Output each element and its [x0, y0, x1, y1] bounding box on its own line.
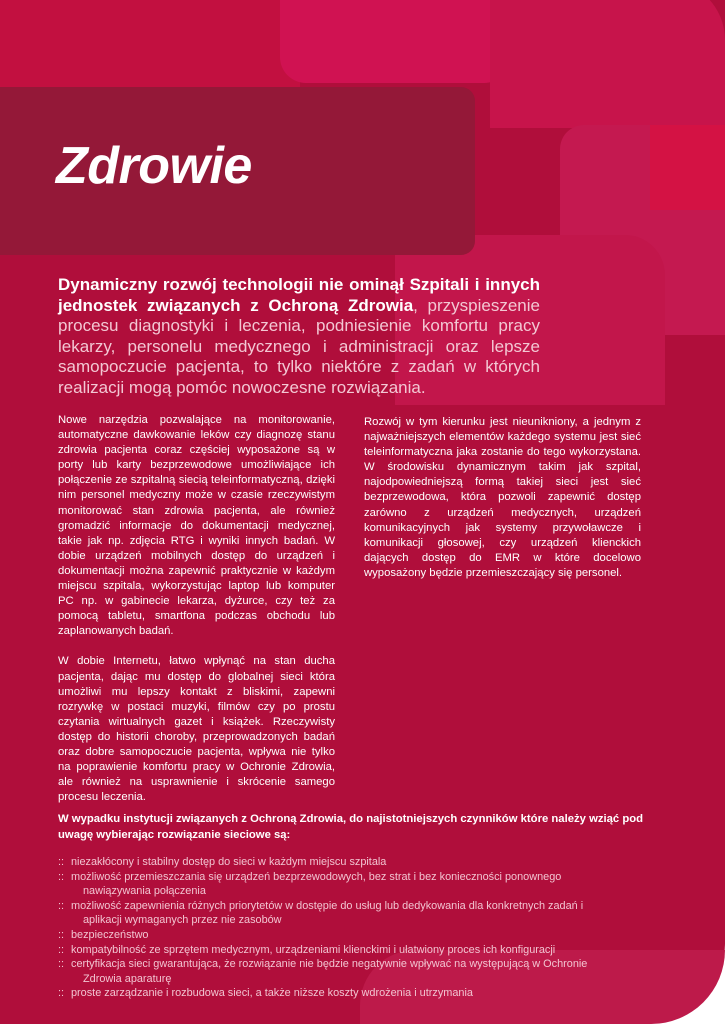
left-column	[58, 413, 335, 820]
list-item-continuation: Zdrowia aparaturę	[83, 972, 172, 985]
list-item	[58, 870, 658, 899]
list-item	[58, 957, 658, 986]
list-item-text: proste zarządzanie i rozbudowa sieci, a także niższe koszty wdrożenia i utrzymania	[71, 987, 473, 1000]
bullet-marker: ::	[58, 987, 65, 1000]
list-item-continuation: nawiązywania połączenia	[83, 885, 206, 898]
list-item	[58, 899, 658, 928]
intro-rest: , przyspieszenie procesu diagnostyki i leczenia, podniesienie komfortu pracy lekarzy, personelu medycznego i administracji oraz lepsze samopoczucie pacjenta, to tylko niektóre z zadań w których realizacji mogą pomóc nowoczesne rozwiązania.	[58, 295, 540, 397]
list-item-text: certyfikacja sieci gwarantująca, że rozwiązanie nie będzie negatywnie wpływać na występującą w Ochronie	[71, 958, 588, 971]
list-item	[58, 986, 658, 1001]
left-paragraph-1: Nowe narzędzia pozwalające na monitorowanie, automatyczne dawkowanie leków czy diagnozę stanu zdrowia pacjenta coraz częściej wyposażone są w porty lub karty bezprzewodowe umożliwiające ich połączenie ze szpitalną siecią teleinformatyczną, dzięki nim personel medyczny może w czasie rzeczywistym monitorować stan zdrowia pacjenta, ale również gromadzić informacje do dokumentacji medycznej, takie jak np. zdjęcia RTG i wyniki innych badań. W dobie urządzeń mobilnych dostęp do urządzeń i dokumentacji można zapewnić praktycznie w każdym miejscu szpitala, wykorzystując laptop lub komputer PC np. w gabinecie lekarza, dyżurce, czy też za pomocą tabletu, smartfona podczas obchodu lub zaplanowanych badań.	[58, 414, 335, 638]
decor-shape-top-mid	[280, 0, 510, 83]
bullet-marker: ::	[58, 899, 65, 912]
list-item-text: możliwość zapewnienia różnych priorytetów w dostępie do usług lub dedykowania dla konkretnych zadań i	[71, 899, 584, 912]
bullet-marker: ::	[58, 870, 65, 883]
list-item-text: bezpieczeństwo	[71, 928, 149, 941]
list-item-text: możliwość przemieszczania się urządzeń bezprzewodowych, bez strat i bez konieczności ponownego	[71, 870, 562, 883]
right-column	[364, 415, 641, 596]
bullet-marker: ::	[58, 856, 65, 868]
page-title: Zdrowie	[56, 137, 252, 195]
decor-shape-right-small	[650, 125, 725, 210]
decor-shape-top-right	[490, 0, 725, 128]
list-item	[58, 928, 658, 943]
right-paragraph-1: Rozwój w tym kierunku jest nieunikniony, a jednym z najważniejszych elementów każdego systemu jest sieć teleinformatyczna jaka zostanie do tego wykorzystana. W środowisku dynamicznym takim jak szpital, najodpowiedniejszą formą takiej sieci jest sieć bezprzewodowa, która pozwoli zapewnić dostęp zarówno z urządzeń medycznych, urządzeń komunikacyjnych jak systemy przywoławcze i komunikacji głosowej, czy urządzeń klienckich dających dostęp do EMR w które docelowo wyposażony będzie przemieszczający się personel.	[364, 416, 641, 579]
bullet-marker: ::	[58, 943, 65, 956]
requirements-heading: W wypadku instytucji związanych z Ochroną Zdrowia, do najistotniejszych czynników które należy wziąć pod uwagę wybierając rozwiązanie sieciowe są:	[58, 813, 644, 841]
left-paragraph-2: W dobie Internetu, łatwo wpłynąć na stan ducha pacjenta, dając mu dostęp do globalnej sieci która umożliwi mu lepszy kontakt z bliskimi, zapewni rozrywkę w postaci muzyki, filmów czy po prostu czytania wirtualnych gazet i książek. Rzeczywisty dostęp do historii choroby, przeprowadzonych badań oraz dobre samopoczucie pacjenta, wpływa nie tylko na poprawienie komfortu pracy w Ochronie Zdrowia, ale również na usprawnienie i skrócenie samego procesu leczenia.	[58, 655, 335, 804]
bullet-marker: ::	[58, 958, 65, 971]
intro-lead: Dynamiczny rozwój technologii nie ominął Szpitali i innych jednostek związanych z Ochroną Zdrowia	[58, 275, 540, 315]
list-item	[58, 943, 658, 958]
list-item-text: kompatybilność ze sprzętem medycznym, urządzeniami klienckimi i ułatwiony proces ich konfiguracji	[71, 943, 556, 956]
requirements-list	[58, 855, 658, 1001]
decor-shape-top-left	[0, 0, 300, 95]
list-item	[58, 855, 658, 870]
list-item-continuation: aplikacji wymaganych przez nie zasobów	[83, 914, 282, 927]
bullet-marker: ::	[58, 928, 65, 941]
intro-paragraph	[58, 275, 540, 399]
list-item-text: niezakłócony i stabilny dostęp do sieci w każdym miejscu szpitala	[71, 856, 387, 868]
